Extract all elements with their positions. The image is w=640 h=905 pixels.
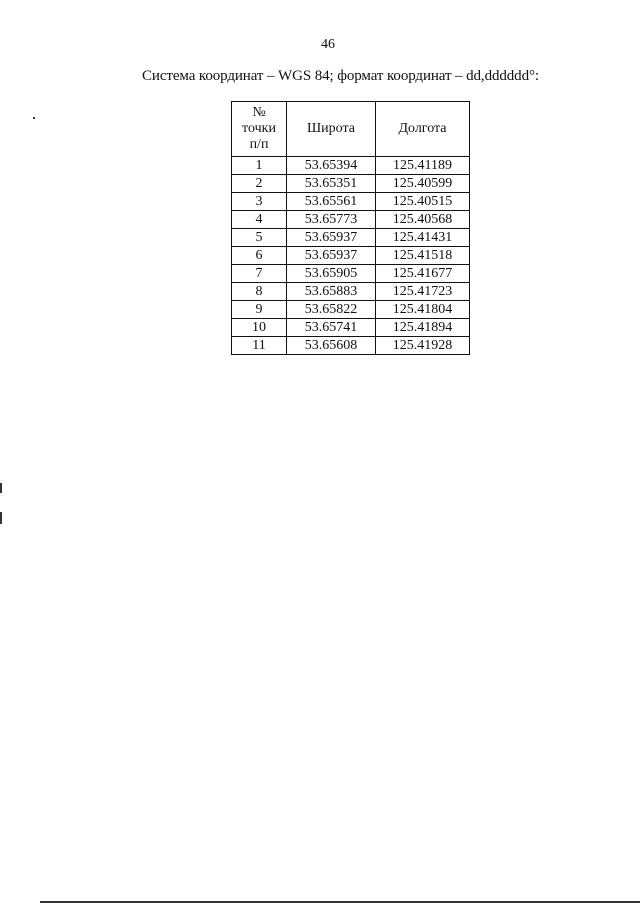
coordinates-table — [231, 101, 470, 355]
table-row — [232, 319, 470, 337]
table-row — [232, 193, 470, 211]
table-row — [232, 211, 470, 229]
longitude-cell: 125.41928 — [376, 337, 470, 355]
scan-bottom-line — [40, 901, 640, 903]
longitude-cell: 125.40599 — [376, 175, 470, 193]
latitude-cell: 53.65394 — [287, 157, 376, 175]
longitude-cell: 125.41431 — [376, 229, 470, 247]
coordinate-system-caption: Система координат – WGS 84; формат координат – dd,dddddd°: — [142, 68, 539, 84]
longitude-cell: 125.41804 — [376, 301, 470, 319]
point-number-cell: 5 — [232, 229, 287, 247]
latitude-cell: 53.65608 — [287, 337, 376, 355]
point-number-cell: 1 — [232, 157, 287, 175]
point-number-cell: 4 — [232, 211, 287, 229]
longitude-cell: 125.41677 — [376, 265, 470, 283]
header-point-number-line2: точки — [242, 121, 276, 136]
point-number-cell: 9 — [232, 301, 287, 319]
table-row — [232, 229, 470, 247]
latitude-cell: 53.65773 — [287, 211, 376, 229]
point-number-cell: 8 — [232, 283, 287, 301]
header-longitude: Долгота — [376, 102, 470, 157]
scan-edge-mark — [0, 512, 2, 524]
header-latitude: Широта — [287, 102, 376, 157]
header-point-number — [232, 102, 287, 157]
header-point-number-line1: № — [252, 105, 266, 120]
latitude-cell: 53.65937 — [287, 247, 376, 265]
longitude-cell: 125.40568 — [376, 211, 470, 229]
point-number-cell: 2 — [232, 175, 287, 193]
latitude-cell: 53.65741 — [287, 319, 376, 337]
table-row — [232, 157, 470, 175]
latitude-cell: 53.65883 — [287, 283, 376, 301]
longitude-cell: 125.40515 — [376, 193, 470, 211]
latitude-cell: 53.65561 — [287, 193, 376, 211]
longitude-cell: 125.41723 — [376, 283, 470, 301]
longitude-cell: 125.41894 — [376, 319, 470, 337]
table-row — [232, 265, 470, 283]
latitude-cell: 53.65351 — [287, 175, 376, 193]
scan-edge-mark — [0, 483, 2, 493]
table-row — [232, 301, 470, 319]
scan-speck — [33, 117, 35, 119]
table-row — [232, 337, 470, 355]
point-number-cell: 6 — [232, 247, 287, 265]
header-point-number-line3: п/п — [249, 137, 269, 152]
table-row — [232, 283, 470, 301]
longitude-cell: 125.41189 — [376, 157, 470, 175]
table-row — [232, 247, 470, 265]
point-number-cell: 7 — [232, 265, 287, 283]
latitude-cell: 53.65822 — [287, 301, 376, 319]
table-header-row — [232, 102, 470, 157]
point-number-cell: 11 — [232, 337, 287, 355]
table-row — [232, 175, 470, 193]
page-number: 46 — [321, 37, 335, 52]
point-number-cell: 3 — [232, 193, 287, 211]
latitude-cell: 53.65937 — [287, 229, 376, 247]
longitude-cell: 125.41518 — [376, 247, 470, 265]
latitude-cell: 53.65905 — [287, 265, 376, 283]
point-number-cell: 10 — [232, 319, 287, 337]
